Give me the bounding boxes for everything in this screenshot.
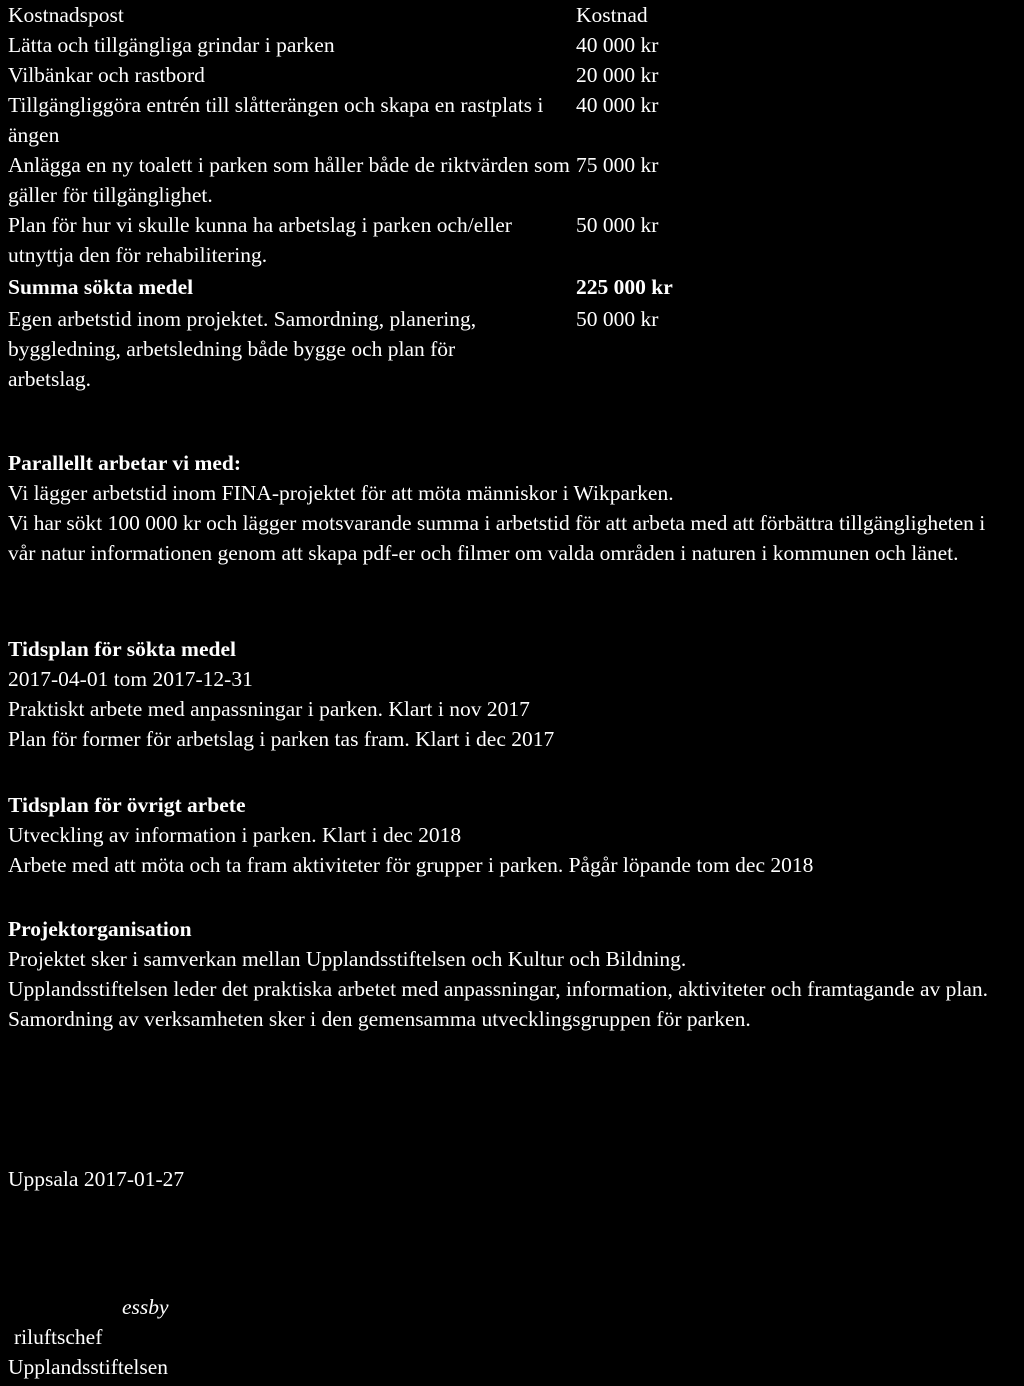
cost-row-amount: 75 000 kr xyxy=(576,153,659,177)
cost-row-item: Plan för hur vi skulle kunna ha arbetslag i parken och/eller utnyttja den för rehabilitering. xyxy=(8,213,512,267)
schedule-funds-heading: Tidsplan för sökta medel xyxy=(8,637,236,661)
cost-row-amount: 40 000 kr xyxy=(576,33,659,57)
schedule-other-section xyxy=(8,790,1018,880)
cost-row-amount: 50 000 kr xyxy=(576,213,659,237)
parallel-line: Vi lägger arbetstid inom FINA-projektet för att möta människor i Wikparken. xyxy=(8,481,674,505)
cost-row xyxy=(8,90,768,150)
schedule-funds-line: Plan för former för arbetslag i parken tas fram. Klart i dec 2017 xyxy=(8,727,555,751)
cost-row-item: Tillgängliggöra entrén till slåtterängen och skapa en rastplats i ängen xyxy=(8,93,544,147)
cost-extra-item: Egen arbetstid inom projektet. Samordning, planering, byggledning, arbetsledning både bygge och plan för arbetslag. xyxy=(8,307,477,391)
cost-row-item: Lätta och tillgängliga grindar i parken xyxy=(8,33,335,57)
schedule-other-line: Utveckling av information i parken. Klart i dec 2018 xyxy=(8,823,462,847)
parallel-section xyxy=(8,448,1018,568)
organisation-line: Samordning av verksamheten sker i den gemensamma utvecklingsgruppen för parken. xyxy=(8,1007,751,1031)
parallel-line: Vi har sökt 100 000 kr och lägger motsvarande summa i arbetstid för att arbeta med att förbättra tillgängligheten i vår natur informationen genom att skapa pdf-er och filmer om valda områden i naturen i kommunen och länet. xyxy=(8,511,986,565)
parallel-heading: Parallellt arbetar vi med: xyxy=(8,451,242,475)
signature-title: riluftschef xyxy=(14,1325,103,1349)
cost-row xyxy=(8,150,768,210)
schedule-other-line: Arbete med att möta och ta fram aktiviteter för grupper i parken. Pågår löpande tom dec 2018 xyxy=(8,853,814,877)
organisation-section xyxy=(8,914,1018,1034)
schedule-funds-line: Praktiskt arbete med anpassningar i parken. Klart i nov 2017 xyxy=(8,697,530,721)
schedule-funds-section xyxy=(8,634,1018,754)
header-cost: Kostnad xyxy=(576,3,648,27)
cost-row-amount: 20 000 kr xyxy=(576,63,659,87)
cost-row-item: Anlägga en ny toalett i parken som håller både de riktvärden som gäller för tillgänglighet. xyxy=(8,153,570,207)
cost-row xyxy=(8,60,768,90)
signature-organisation: Upplandsstiftelsen xyxy=(8,1355,169,1379)
organisation-heading: Projektorganisation xyxy=(8,917,192,941)
cost-row-item: Vilbänkar och rastbord xyxy=(8,63,205,87)
organisation-line: Upplandsstiftelsen leder det praktiska arbetet med anpassningar, information, aktiviteter och framtagande av plan. xyxy=(8,977,989,1001)
organisation-line: Projektet sker i samverkan mellan Upplandsstiftelsen och Kultur och Bildning. xyxy=(8,947,687,971)
schedule-other-heading: Tidsplan för övrigt arbete xyxy=(8,793,246,817)
header-cost-item: Kostnadspost xyxy=(8,3,124,27)
signature-block xyxy=(8,1292,408,1382)
schedule-funds-line: 2017-04-01 tom 2017-12-31 xyxy=(8,667,253,691)
cost-extra-amount: 50 000 kr xyxy=(576,307,659,331)
place-date: Uppsala 2017-01-27 xyxy=(8,1167,185,1191)
cost-table-header xyxy=(8,0,768,30)
cost-summary-row xyxy=(8,272,768,302)
cost-extra-row xyxy=(8,304,768,394)
cost-row xyxy=(8,30,768,60)
signature-script: essby xyxy=(122,1295,169,1319)
cost-summary-label: Summa sökta medel xyxy=(8,275,194,299)
cost-row xyxy=(8,210,768,270)
cost-summary-amount: 225 000 kr xyxy=(576,275,673,299)
cost-row-amount: 40 000 kr xyxy=(576,93,659,117)
cost-table xyxy=(8,0,768,394)
